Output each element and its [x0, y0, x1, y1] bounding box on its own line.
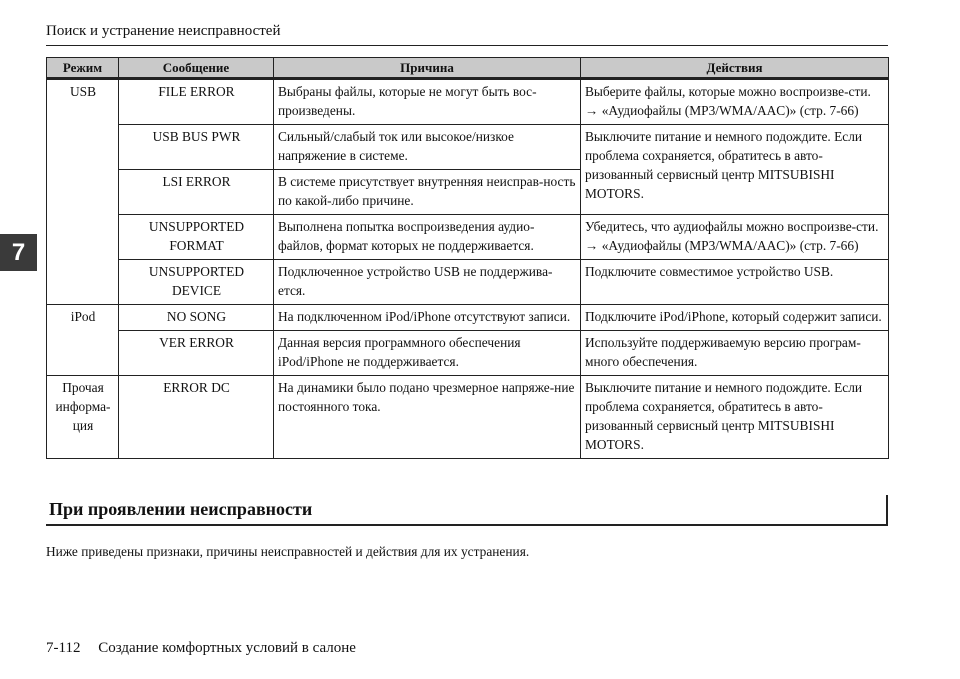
table-row [47, 376, 889, 459]
section-intro: Ниже приведены признаки, причины неисправностей и действия для их устранения. [46, 544, 530, 559]
table-row [47, 125, 889, 170]
fault-table [46, 57, 889, 459]
action-cell: Подключите совместимое устройство USB. [581, 260, 889, 305]
page-footer [46, 640, 356, 657]
page-number: 7-112 [46, 640, 81, 656]
header-rule [46, 45, 888, 46]
action-cell: Выключите питание и немного подождите. Если проблема сохраняется, обратитесь в авто-ризованный сервисный центр MITSUBISHI MOTORS. [581, 376, 889, 459]
message-cell: ERROR DC [119, 376, 274, 459]
column-header-action: Действия [581, 58, 889, 79]
message-cell: LSI ERROR [119, 170, 274, 215]
message-cell: UNSUPPORTED FORMAT [119, 215, 274, 260]
table-row [47, 79, 889, 125]
message-cell: USB BUS PWR [119, 125, 274, 170]
action-reference: → «Аудиофайлы (MP3/WMA/AAC)» (стр. 7-66) [585, 238, 859, 253]
mode-cell-other: Прочая информа-ция [47, 376, 119, 459]
cause-cell: На динамики было подано чрезмерное напряже-ние постоянного тока. [274, 376, 581, 459]
message-cell: VER ERROR [119, 331, 274, 376]
action-text: Убедитесь, что аудиофайлы можно воспроизве-сти. [585, 219, 879, 234]
chapter-title: Создание комфортных условий в салоне [98, 640, 356, 656]
table-row [47, 215, 889, 260]
column-header-message: Сообщение [119, 58, 274, 79]
message-cell: UNSUPPORTED DEVICE [119, 260, 274, 305]
section-heading: При проявлении неисправности [46, 495, 888, 526]
table-row [47, 305, 889, 331]
cause-cell: Выбраны файлы, которые не могут быть вос-произведены. [274, 79, 581, 125]
message-cell: FILE ERROR [119, 79, 274, 125]
table-row [47, 331, 889, 376]
mode-cell-ipod: iPod [47, 305, 119, 376]
message-cell: NO SONG [119, 305, 274, 331]
table-header-row [47, 58, 889, 79]
cause-cell: В системе присутствует внутренняя неисправ-ность по какой-либо причине. [274, 170, 581, 215]
action-cell [581, 79, 889, 125]
cause-cell: Подключенное устройство USB не поддержива-ется. [274, 260, 581, 305]
chapter-tab: 7 [0, 234, 37, 271]
page-header: Поиск и устранение неисправностей [46, 23, 281, 39]
mode-cell-usb: USB [47, 79, 119, 305]
action-cell: Подключите iPod/iPhone, который содержит записи. [581, 305, 889, 331]
cause-cell: Сильный/слабый ток или высокое/низкое напряжение в системе. [274, 125, 581, 170]
column-header-cause: Причина [274, 58, 581, 79]
cause-cell: Выполнена попытка воспроизведения аудио-файлов, формат которых не поддерживается. [274, 215, 581, 260]
column-header-mode: Режим [47, 58, 119, 79]
action-cell: Используйте поддерживаемую версию програм-много обеспечения. [581, 331, 889, 376]
action-reference: → «Аудиофайлы (MP3/WMA/AAC)» (стр. 7-66) [585, 103, 859, 118]
cause-cell: Данная версия программного обеспечения iPod/iPhone не поддерживается. [274, 331, 581, 376]
action-cell: Выключите питание и немного подождите. Если проблема сохраняется, обратитесь в авто-ризованный сервисный центр MITSUBISHI MOTORS. [581, 125, 889, 215]
table-row [47, 260, 889, 305]
action-text: Выберите файлы, которые можно воспроизве-сти. [585, 84, 871, 99]
cause-cell: На подключенном iPod/iPhone отсутствуют записи. [274, 305, 581, 331]
action-cell [581, 215, 889, 260]
